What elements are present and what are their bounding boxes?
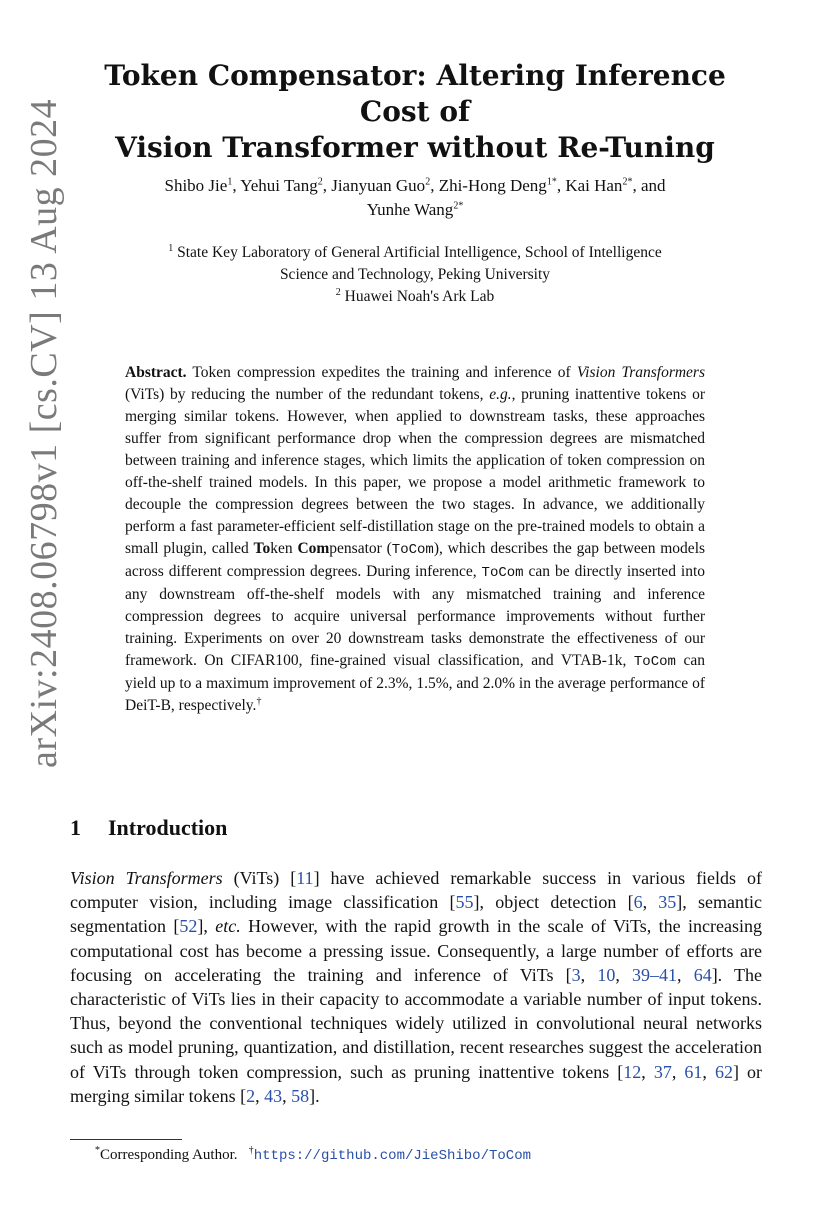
tocom-code: ToCom xyxy=(481,565,524,581)
abstract-text: can yield up to a maximum improvement of 2.3%, 1.5%, and 2.0% in the average performance of DeiT-B, respectively. xyxy=(125,652,705,714)
abstract-text: , pruning inattentive tokens or merging similar tokens. However, when applied to downstream tasks, these approaches suffer from significant performance drop when the compression degrees are mismatched between training and inference stages, which limits the application of token compression on off-the-shelf trained models. In this paper, we propose a model arithmetic framework to decouple the compression degrees between the two stages. In advance, we additionally perform a fast parameter-efficient self-distillation stage on the pre-trained models to obtain a small plugin, called xyxy=(125,386,705,557)
footnote-dagger-mark: † xyxy=(248,1145,254,1156)
author-affil-mark: 2* xyxy=(453,200,464,212)
intro-text: ]. The characteristic of ViTs lies in their capacity to accommodate a variable number of input tokens. Thus, beyond the conventional techniques widely utilized in convolutional neural networks such as model pruning, quantization, and distillation, recent researches suggest the acceleration of ViTs through token compression, such as pruning inattentive tokens [ xyxy=(70,964,763,1082)
abstract-text: Vision Transformers xyxy=(576,364,705,381)
citation-link[interactable]: 6 xyxy=(633,892,643,913)
author-name: Yunhe Wang xyxy=(366,200,454,219)
affiliations xyxy=(70,242,760,308)
intro-text: Vision Transformers xyxy=(70,868,223,888)
intro-text: However, with the rapid growth in the scale of ViTs, the increasing computational cost has become a pressing issue. Consequently, a large number of efforts are focusing on accelerating the training and inference of ViTs [ xyxy=(70,916,763,985)
affiliation-mark: 2 xyxy=(335,286,341,298)
author-separator: , xyxy=(556,176,566,195)
citation-link[interactable]: 35 xyxy=(658,892,677,913)
author-separator: , xyxy=(430,176,439,195)
citation-link[interactable]: 55 xyxy=(455,892,474,913)
abstract-text: Com xyxy=(297,540,330,557)
paper-title xyxy=(70,58,760,166)
section-heading xyxy=(70,815,227,841)
title-line-2: Vision Transformer without Re-Tuning xyxy=(115,131,715,164)
abstract-text: e.g. xyxy=(489,386,512,403)
citation-link[interactable]: 62 xyxy=(714,1061,733,1082)
footnote-text: Corresponding Author. xyxy=(100,1147,238,1163)
abstract-text: can be directly inserted into any downstream off-the-shelf models with any mismatched training and inference compression degrees to acquire universal performance improvements without further training. Experiments on over 20 downstream tasks demonstrate the effectiveness of our framework. On CIFAR100, fine-grained visual classification, and VTAB-1k, xyxy=(125,563,706,669)
intro-text: ], semantic segmentation [ xyxy=(70,892,762,937)
author-name: Zhi-Hong Deng xyxy=(438,176,547,195)
abstract-text: ), which describes the gap between models across different compression degrees. During inference, xyxy=(125,540,706,580)
author-affil-mark: 2 xyxy=(425,176,431,188)
citation-link[interactable]: 43 xyxy=(264,1085,283,1106)
section-title: Introduction xyxy=(108,815,228,840)
affiliation-mark: 1 xyxy=(168,242,174,254)
section-number: 1 xyxy=(70,815,81,840)
intro-text: ], object detection [ xyxy=(473,892,634,913)
citation-link[interactable]: 39–41 xyxy=(632,964,678,985)
author-name: Jianyuan Guo xyxy=(331,176,426,195)
author-list xyxy=(70,174,760,222)
github-link[interactable]: https://github.com/JieShibo/ToCom xyxy=(253,1148,531,1164)
intro-text: etc. xyxy=(215,916,241,937)
intro-text: (ViTs) [ xyxy=(233,868,297,888)
author-separator: , xyxy=(322,176,332,195)
footnote-divider xyxy=(70,1139,182,1140)
abstract-text: (ViTs) by reducing the number of the redundant tokens, xyxy=(125,386,484,403)
abstract-text: To xyxy=(253,540,271,557)
footnote-dagger-mark: † xyxy=(256,695,262,707)
citation-link[interactable]: 58 xyxy=(291,1085,310,1106)
citation-link[interactable]: 11 xyxy=(296,868,314,888)
citation-link[interactable]: 37 xyxy=(653,1061,672,1082)
abstract-label: Abstract. xyxy=(125,364,187,381)
author-separator: , xyxy=(232,176,241,195)
abstract xyxy=(125,362,705,717)
citation-link[interactable]: 3 xyxy=(571,964,581,985)
affiliation-1-continued: Science and Technology, Peking University xyxy=(279,266,551,283)
title-line-1: Token Compensator: Altering Inference Cost of xyxy=(104,59,726,128)
tocom-code: ToCom xyxy=(391,542,434,558)
footnote xyxy=(95,1147,531,1164)
author-affil-mark: 2* xyxy=(622,176,633,188)
author-affil-mark: 2 xyxy=(317,176,323,188)
author-name: Shibo Jie xyxy=(164,176,228,195)
intro-text: ]. xyxy=(309,1085,320,1106)
abstract-text: Token compression expedites the training and inference of xyxy=(192,364,571,381)
arxiv-identifier: arXiv:2408.06798v1 [cs.CV] 13 Aug 2024 xyxy=(23,98,65,768)
citation-link[interactable]: 61 xyxy=(684,1061,703,1082)
author-separator: , and xyxy=(632,176,666,195)
affiliation-2 xyxy=(70,286,760,308)
author-name: Kai Han xyxy=(565,176,623,195)
tocom-code: ToCom xyxy=(633,654,676,670)
citation-link[interactable]: 12 xyxy=(623,1061,642,1082)
affiliation-text: State Key Laboratory of General Artificial Intelligence, School of Intelligence xyxy=(177,244,662,261)
abstract-text: ken xyxy=(270,540,293,557)
intro-text: ] or merging similar tokens [ xyxy=(70,1061,763,1106)
affiliation-1 xyxy=(70,242,760,264)
abstract-text: pensator ( xyxy=(329,540,392,557)
citation-link[interactable]: 10 xyxy=(597,964,616,985)
intro-text: ] have achieved remarkable success in various fields of computer vision, including image classification [ xyxy=(70,868,762,913)
affiliation-text: Huawei Noah's Ark Lab xyxy=(344,288,495,305)
citation-link[interactable]: 2 xyxy=(246,1085,256,1106)
author-affil-mark: 1* xyxy=(546,176,557,188)
citation-link[interactable]: 64 xyxy=(693,964,712,985)
author-affil-mark: 1 xyxy=(227,176,233,188)
introduction-paragraph: Vision Transformers (ViTs) [11] have achieved remarkable success in various fields of computer vision, including image classification [55], object detection [6, 35], semantic segmentation [52], etc. However, with the rapid growth in the scale of ViTs, the increasing computational cost has become a pressing issue. Consequently, a large number of efforts are focusing on accelerating the training and inference of ViTs [3, 10, 39–41, 64]. The characteristic of ViTs lies in their capacity to accommodate a variable number of input tokens. Thus, beyond the conventional techniques widely utilized in convolutional neural networks such as model pruning, quantization, and distillation, recent researches suggest the acceleration of ViTs through token compression, such as pruning inattentive tokens [12, 37, 61, 62] or merging similar tokens [2, 43, 58]. xyxy=(70,868,763,1106)
citation-link[interactable]: 52 xyxy=(179,916,198,937)
author-name: Yehui Tang xyxy=(240,176,318,195)
footnote-star-mark: * xyxy=(95,1145,100,1156)
intro-text: ], xyxy=(197,916,208,937)
